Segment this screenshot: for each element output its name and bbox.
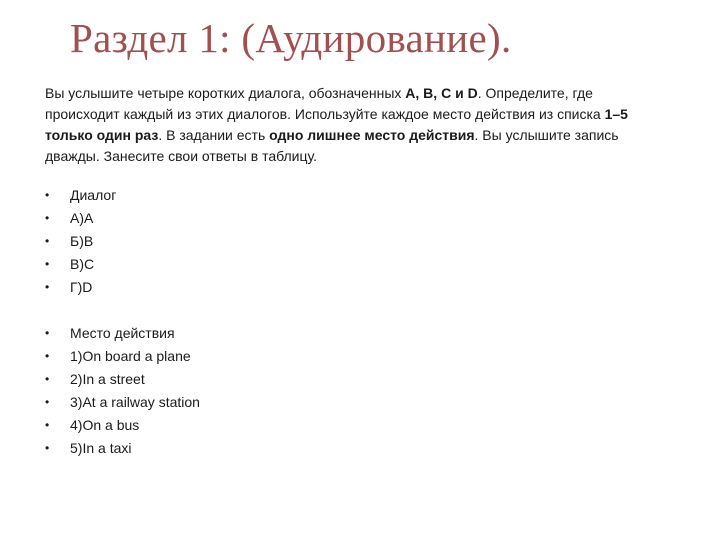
task-instructions: [45, 83, 635, 167]
list-item: [45, 368, 200, 391]
list-item: [45, 322, 200, 345]
intro-text-4: . Вы услышите запись дважды. Занесите свои ответы в таблицу.: [45, 127, 619, 164]
list-item: [45, 437, 200, 460]
bullet-icon: •: [45, 418, 50, 432]
dialog-item: А)А: [70, 210, 94, 226]
bullet-icon: •: [45, 395, 50, 409]
list-item: [45, 276, 116, 299]
list-item: [45, 230, 116, 253]
place-item: 4)On a bus: [70, 417, 140, 433]
bullet-icon: •: [45, 257, 50, 271]
place-item: 1)On board a plane: [70, 348, 191, 364]
dialog-item: Б)В: [70, 233, 94, 249]
bullet-icon: •: [45, 372, 50, 386]
dialog-item: Г)D: [70, 279, 93, 295]
dialog-header: Диалог: [70, 187, 117, 203]
intro-bold-once-rule: 1–5 только один раз: [45, 106, 628, 143]
slide-title: Раздел 1: (Аудирование).: [70, 15, 512, 61]
place-header: Место действия: [70, 325, 175, 341]
place-item: 3)At a railway station: [70, 394, 200, 410]
list-item: [45, 207, 116, 230]
place-list: [45, 322, 200, 460]
place-item: 2)In a street: [70, 371, 145, 387]
list-item: [45, 253, 116, 276]
bullet-icon: •: [45, 234, 50, 248]
intro-bold-dialog-letters: A, B, C и D: [405, 85, 478, 101]
place-item: 5)In a taxi: [70, 440, 132, 456]
bullet-icon: •: [45, 441, 50, 455]
intro-text-3: . В задании есть: [158, 127, 270, 143]
bullet-icon: •: [45, 326, 50, 340]
dialog-item: В)С: [70, 256, 95, 272]
bullet-icon: •: [45, 211, 50, 225]
bullet-icon: •: [45, 188, 50, 202]
bullet-icon: •: [45, 349, 50, 363]
list-item: [45, 391, 200, 414]
intro-text-1: Вы услышите четыре коротких диалога, обозначенных: [45, 85, 406, 101]
intro-bold-extra-place: одно лишнее место действия: [269, 127, 475, 143]
dialog-list: [45, 184, 116, 299]
bullet-icon: •: [45, 280, 50, 294]
list-item: [45, 414, 200, 437]
list-item: [45, 184, 116, 207]
intro-text-2: . Определите, где происходит каждый из этих диалогов. Используйте каждое место действия из списка: [45, 85, 605, 122]
list-item: [45, 345, 200, 368]
